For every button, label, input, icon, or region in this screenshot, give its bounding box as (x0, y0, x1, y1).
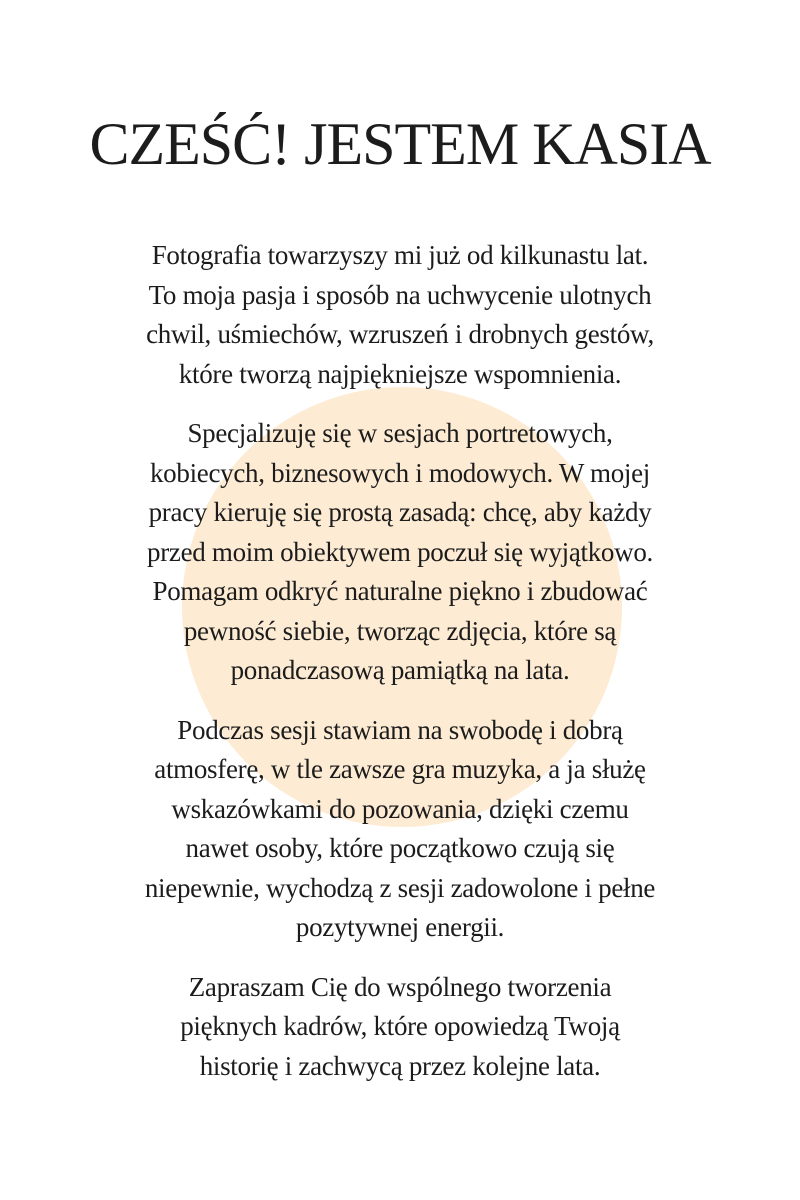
text-line: pewność siebie, tworząc zdjęcia, które są (183, 615, 617, 646)
text-line: nawet osoby, które początkowo czują się (185, 833, 615, 863)
paragraph-specialization (70, 414, 730, 691)
text-line: Fotografia towarzyszy mi już od kilkunastu lat. (151, 240, 649, 270)
text-line: pięknych kadrów, które opowiedzą Twoją (180, 1011, 620, 1041)
paragraph-intro (70, 236, 730, 394)
text-line: Podczas sesji stawiam na swobodę i dobrą (177, 714, 623, 745)
text-line: Specjalizuję się w sesjach portretowych, (187, 418, 613, 448)
text-line: kobiecych, biznesowych i modowych. W mojej (149, 457, 651, 488)
text-line: Pomagam odkryć naturalne piękno i zbudować (152, 576, 648, 606)
paragraph-invitation (70, 968, 730, 1087)
text-line: chwil, uśmiechów, wzruszeń i drobnych gestów, (146, 319, 654, 349)
text-line: atmosferę, w tle zawsze gra muzyka, a ja służę (154, 754, 646, 784)
text-line: ponadczasową pamiątką na lata. (230, 655, 570, 685)
text-line: pracy kieruję się prostą zasadą: chcę, aby każdy (148, 497, 652, 527)
page-title: CZEŚĆ! JESTEM KASIA (89, 111, 711, 177)
text-line: pozytywnej energii. (295, 912, 505, 942)
text-line: niepewnie, wychodzą z sesji zadowolone i pełne (144, 872, 656, 903)
text-line: przed moim obiektywem poczuł się wyjątkowo. (147, 536, 653, 567)
text-line: historię i zachwycą przez kolejne lata. (199, 1050, 601, 1081)
about-text (70, 236, 730, 1106)
text-line: wskazówkami do pozowania, dzięki czemu (171, 793, 629, 824)
text-line: które tworzą najpiękniejsze wspomnienia. (178, 358, 622, 389)
text-line: Zapraszam Cię do wspólnego tworzenia (188, 971, 612, 1002)
text-line: To moja pasja i sposób na uchwycenie ulotnych (148, 279, 652, 310)
paragraph-session (70, 711, 730, 948)
